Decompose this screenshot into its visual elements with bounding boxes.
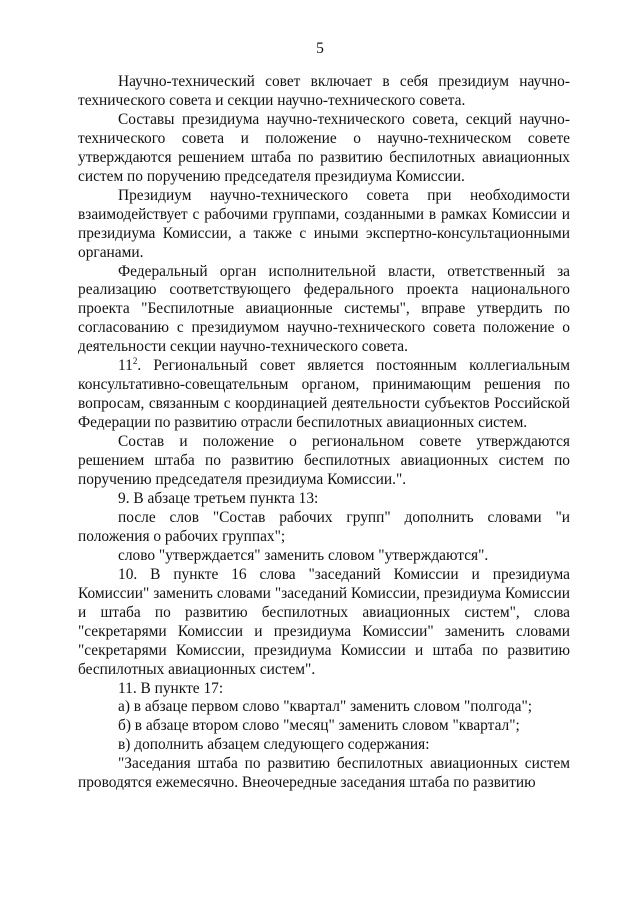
paragraph: в) дополнить абзацем следующего содержания: bbox=[118, 736, 430, 754]
clause-text: . Региональный совет является постоянным коллегиальным консультативно-совещательным органом, принимающим решения по вопросам, связанным с координацией деятельности субъектов Российской Федерации по развитию отрасли беспилотных авиационных систем. bbox=[78, 357, 570, 432]
paragraph: "Заседания штаба по развитию беспилотных авиационных систем проводятся ежемесячно. Внеочередные заседания штаба по развитию bbox=[78, 755, 570, 792]
paragraph: Федеральный орган исполнительной власти, ответственный за реализацию соответствующего федерального проекта национального проекта "Беспилотные авиационные системы", вправе утвердить по согласованию с президиумом научно-технического совета положение о деятельности секции научно-технического совета. bbox=[78, 262, 570, 356]
paragraph: а) в абзаце первом слово "квартал" заменить словом "полгода"; bbox=[118, 698, 533, 716]
paragraph-11-2 bbox=[78, 357, 570, 433]
page-number: 5 bbox=[316, 40, 324, 57]
paragraph: 10. В пункте 16 слова "заседаний Комиссии и президиума Комиссии" заменить словами "заседаний Комиссии, президиума Комиссии и штаба по развитию беспилотных авиационных систем", слова "секретарями Комиссии и президиума Комиссии" заменить словами "секретарями Комиссии, президиума Комиссии и штаба по развитию беспилотных авиационных систем". bbox=[78, 565, 570, 678]
paragraph: Состав и положение о региональном совете утверждаются решением штаба по развитию беспилотных авиационных систем по поручению председателя президиума Комиссии.". bbox=[78, 433, 570, 489]
paragraph: 9. В абзаце третьем пункта 13: bbox=[118, 489, 319, 507]
paragraph: 11. В пункте 17: bbox=[118, 679, 224, 697]
paragraph: слово "утверждается" заменить словом "утверждаются". bbox=[118, 546, 489, 564]
paragraph: Научно-технический совет включает в себя президиум научно-технического совета и секции научно-технического совета. bbox=[78, 73, 570, 109]
paragraph: Президиум научно-технического совета при необходимости взаимодействует с рабочими группами, созданными в рамках Комиссии и президиума Комиссии, а также с иными экспертно-консультационными органами. bbox=[78, 186, 570, 261]
paragraph: после слов "Состав рабочих групп" дополнить словами "и положения о рабочих группах"; bbox=[78, 508, 570, 545]
clause-number: 11 bbox=[118, 357, 133, 375]
clause-superscript: 2 bbox=[132, 356, 138, 367]
document-body bbox=[78, 73, 570, 793]
paragraph: Составы президиума научно-технического совета, секций научно-технического совета и положение о научно-техническом совете утверждаются решением штаба по развитию беспилотных авиационных систем по поручению председателя президиума Комиссии. bbox=[78, 110, 570, 185]
paragraph: б) в абзаце втором слово "месяц" заменить словом "квартал"; bbox=[118, 717, 520, 735]
